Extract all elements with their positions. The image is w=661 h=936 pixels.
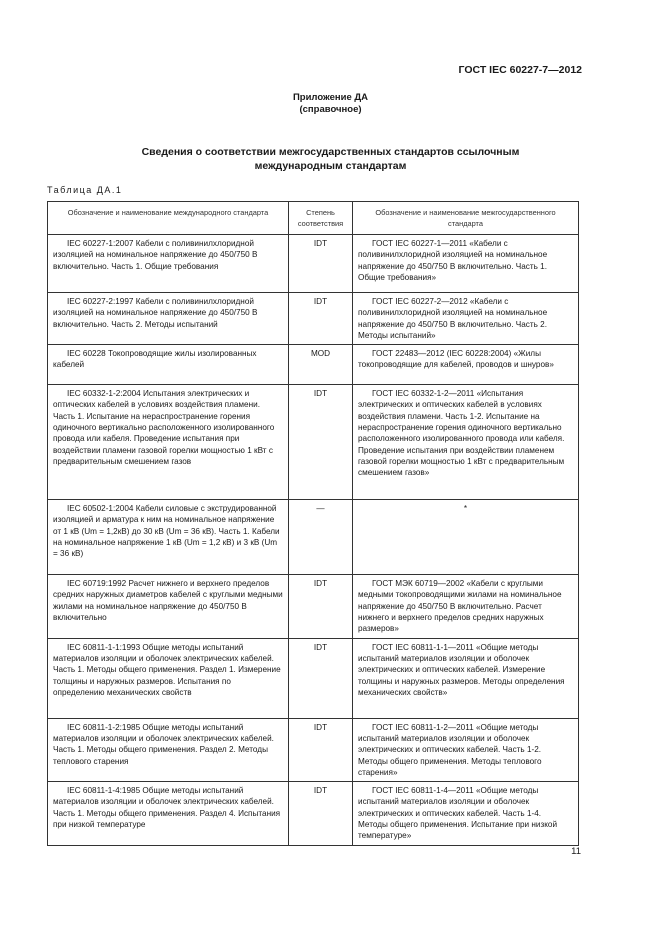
cell-degree: IDT (289, 385, 353, 500)
table-row (48, 293, 579, 345)
cell-intl: IEC 60719:1992 Расчет нижнего и верхнего пределов средних наружных диаметров кабелей с круглыми медными жилами на номинальное напряжение до 450/750 В включительно (48, 575, 289, 638)
page-number: 11 (571, 846, 581, 857)
heading-line-2: международным стандартам (254, 160, 407, 172)
cell-degree: IDT (289, 718, 353, 781)
appendix-block (0, 92, 661, 116)
cell-degree: MOD (289, 345, 353, 385)
table-row (48, 385, 579, 500)
table-header-row (48, 202, 579, 235)
cell-intl: IEC 60811-1-4:1985 Общие методы испытаний материалов изоляции и оболочек электрических кабелей. Часть 1. Методы общего применения. Раздел 4. Испытания при низкой температуре (48, 782, 289, 846)
cell-interstate: ГОСТ IEC 60811-1-4—2011 «Общие методы испытаний материалов изоляции и оболочек электрических и оптических кабелей. Часть 1-4. Методы общего применения. Испытание при низкой температуре» (353, 782, 579, 846)
cell-interstate: ГОСТ IEC 60811-1-2—2011 «Общие методы испытаний материалов изоляции и оболочек электрических и оптических кабелей. Часть 1-2. Методы общего применения. Методы теплового старения» (353, 718, 579, 781)
cell-intl: IEC 60228 Токопроводящие жилы изолированных кабелей (48, 345, 289, 385)
table-row (48, 235, 579, 293)
cell-interstate: ГОСТ IEC 60227-1—2011 «Кабели с поливинилхлоридной изоляцией на номинальное напряжение до 450/750 В включительно. Часть 1. Общие требования» (353, 235, 579, 293)
cell-intl: IEC 60811-1-2:1985 Общие методы испытаний материалов изоляции и оболочек электрических кабелей. Часть 1. Методы общего применения. Раздел 2. Методы теплового старения (48, 718, 289, 781)
cell-degree: IDT (289, 235, 353, 293)
cell-degree: IDT (289, 293, 353, 345)
heading-line-1: Сведения о соответствии межгосударственных стандартов ссылочным (141, 146, 520, 158)
header-interstate-standard: Обозначение и наименование межгосударственного стандарта (353, 202, 579, 235)
table-row (48, 718, 579, 781)
correspondence-table (47, 201, 579, 846)
table-row (48, 782, 579, 846)
cell-degree: — (289, 500, 353, 575)
cell-intl: IEC 60811-1-1:1993 Общие методы испытаний материалов изоляции и оболочек электрических кабелей. Часть 1. Методы общего применения. Раздел 1. Измерение толщины и наружных размеров. Испытания по определению механических свойств (48, 638, 289, 718)
cell-interstate: * (353, 500, 579, 575)
cell-degree: IDT (289, 782, 353, 846)
table-row (48, 575, 579, 638)
appendix-title: Приложение ДА (292, 92, 369, 103)
table-row (48, 638, 579, 718)
document-code: ГОСТ IEC 60227-7—2012 (458, 64, 582, 76)
header-intl-standard: Обозначение и наименование международного стандарта (48, 202, 289, 235)
cell-degree: IDT (289, 575, 353, 638)
table-label: Таблица ДА.1 (47, 185, 123, 195)
cell-interstate: ГОСТ IEC 60227-2—2012 «Кабели с поливинилхлоридной изоляцией на номинальное напряжение до 450/750 В включительно. Часть 2. Методы испытаний» (353, 293, 579, 345)
cell-interstate: ГОСТ IEC 60332-1-2—2011 «Испытания электрических и оптических кабелей в условиях воздействия пламени. Часть 1-2. Испытание на нераспространение горения одиночного вертикально расположенного изолированного провода или кабеля. Проведение испытания при воздействии пламенем газовой горелки мощностью 1 кВт с предварительным смешением газов» (353, 385, 579, 500)
cell-intl: IEC 60332-1-2:2004 Испытания электрических и оптических кабелей в условиях воздействия пламени. Часть 1. Испытание на нераспространение горения одиночного вертикально расположенного изолированного провода или кабеля. Проведение испытания при воздействии пламени газовой горелки мощностью 1 кВт с предварительным смешением газов (48, 385, 289, 500)
table-row (48, 345, 579, 385)
section-heading (70, 145, 591, 173)
appendix-subtitle: (справочное) (299, 104, 362, 115)
cell-interstate: ГОСТ 22483—2012 (IEC 60228:2004) «Жилы токопроводящие для кабелей, проводов и шнуров» (353, 345, 579, 385)
cell-intl: IEC 60227-1:2007 Кабели с поливинилхлоридной изоляцией на номинальное напряжение до 450/750 В включительно. Часть 1. Общие требования (48, 235, 289, 293)
header-degree: Степень соответствия (289, 202, 353, 235)
cell-interstate: ГОСТ МЭК 60719—2002 «Кабели с круглыми медными токопроводящими жилами на номинальное напряжение до 450/750 В включительно. Расчет нижнего и верхнего пределов средних наружных размеров» (353, 575, 579, 638)
cell-intl: IEC 60227-2:1997 Кабели с поливинилхлоридной изоляцией на номинальное напряжение до 450/750 В включительно. Часть 2. Методы испытаний (48, 293, 289, 345)
cell-degree: IDT (289, 638, 353, 718)
cell-intl: IEC 60502-1:2004 Кабели силовые с экструдированной изоляцией и арматура к ним на номинальное напряжение от 1 кВ (Um = 1,2кВ) до 30 кВ (Um = 36 кВ). Часть 1. Кабели на номинальное напряжение 1 кВ (Um = 1,2 кВ) и 3 кВ (Um = 36 кВ) (48, 500, 289, 575)
table-row (48, 500, 579, 575)
cell-interstate: ГОСТ IEC 60811-1-1—2011 «Общие методы испытаний материалов изоляции и оболочек электрических и оптических кабелей. Измерение толщины и наружных размеров. Методы определения механических свойств» (353, 638, 579, 718)
